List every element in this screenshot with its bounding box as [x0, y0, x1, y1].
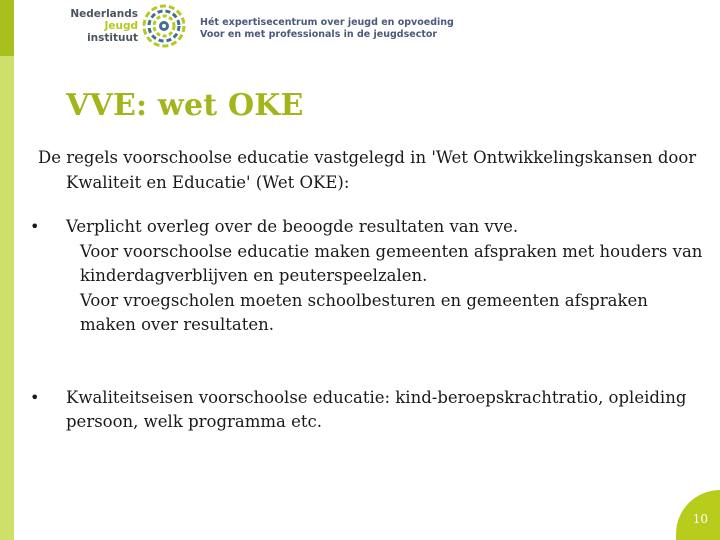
left-accent-bar-top [0, 0, 14, 56]
tagline-line1: Hét expertisecentrum over jeugd en opvoeding [200, 17, 454, 28]
tagline-line2: Voor en met professionals in de jeugdsector [200, 29, 438, 40]
header [14, 0, 720, 58]
bullet-item [30, 386, 708, 435]
page-number-badge [676, 490, 720, 540]
bullet-item [30, 215, 708, 338]
org-name-line2: Jeugd [104, 20, 138, 32]
bullet-symbol: • [30, 217, 40, 236]
left-accent-bar [0, 0, 14, 540]
bullet-sub-text: Voor vroegscholen moeten schoolbesturen en gemeenten afspraken maken over resultaten. [80, 290, 648, 334]
organization-name [68, 8, 138, 44]
bullet-main-text: Verplicht overleg over de beoogde resultaten van vve. [66, 217, 519, 236]
slide-title: VVE: wet OKE [66, 88, 304, 123]
bullet-sub-text: Voor voorschoolse educatie maken gemeenten afspraken met houders van kinderdagverblijven en peuterspeelzalen. [80, 241, 703, 285]
org-name-line1: Nederlands [70, 8, 138, 20]
bullet-symbol: • [30, 387, 40, 407]
page-number: 10 [692, 512, 708, 526]
tagline [200, 17, 454, 41]
bullet-main-text: Kwaliteitseisen voorschoolse educatie: kind-beroepskrachtratio, opleiding persoon, welk programma etc. [66, 387, 687, 431]
slide-body [30, 146, 708, 435]
globe-logo-icon [142, 4, 186, 48]
org-name-line3: instituut [87, 32, 138, 44]
intro-paragraph: De regels voorschoolse educatie vastgelegd in 'Wet Ontwikkelingskansen door Kwaliteit en Educatie' (Wet OKE): [38, 148, 697, 192]
